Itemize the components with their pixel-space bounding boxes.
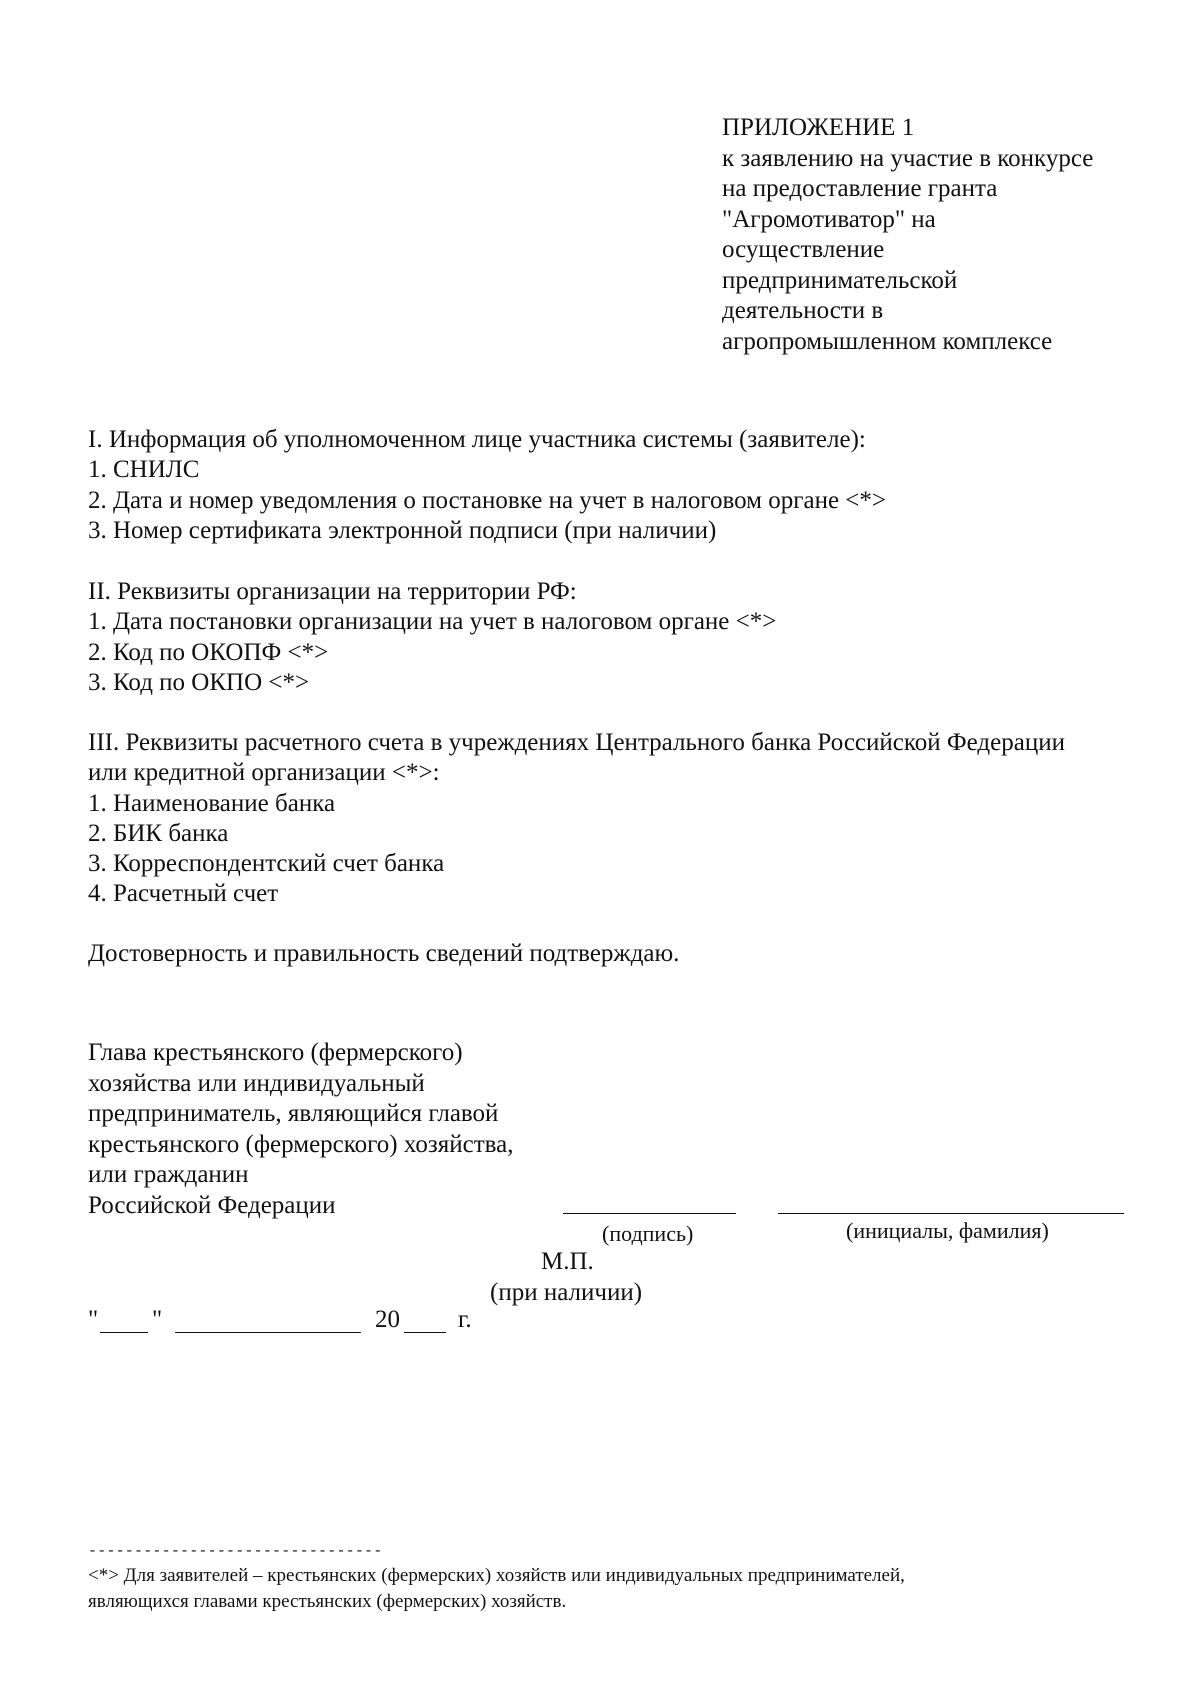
date-quote-close: ": [152, 1306, 163, 1333]
signature-line[interactable]: [563, 1213, 736, 1214]
section-3: [88, 728, 1065, 910]
date-year-prefix: 20: [375, 1306, 400, 1333]
confirmation-text: Достоверность и правильность сведений подтверждаю.: [88, 940, 680, 967]
name-line[interactable]: [778, 1213, 1124, 1214]
appendix-line: агропромышленном комплексе: [722, 327, 1053, 355]
appendix-line: к заявлению на участие в конкурсе: [722, 144, 1094, 172]
section-2-item: 3. Код по ОКПО <*>: [88, 668, 310, 696]
signer-line: предприниматель, являющийся главой: [88, 1100, 499, 1127]
footnote-separator: --------------------------------: [88, 1543, 383, 1560]
section-1-item: 1. СНИЛС: [88, 456, 200, 484]
section-3-item: 2. БИК банка: [88, 819, 229, 847]
footnote-line: являющихся главами крестьянских (фермерских) хозяйств.: [88, 1591, 567, 1612]
section-2-item: 2. Код по ОКОПФ <*>: [88, 638, 329, 666]
signer-block: [88, 1038, 514, 1221]
section-3-item: 4. Расчетный счет: [88, 880, 279, 908]
section-1-item: 3. Номер сертификата электронной подписи (при наличии): [88, 516, 717, 544]
date-month-line[interactable]: [175, 1332, 361, 1333]
signature-caption: (подпись): [602, 1221, 694, 1246]
section-1-item: 2. Дата и номер уведомления о постановке на учет в налоговом органе <*>: [88, 486, 886, 514]
section-2-heading: II. Реквизиты организации на территории РФ:: [88, 578, 577, 605]
date-year-suffix: г.: [458, 1306, 472, 1333]
section-2: [88, 577, 776, 698]
section-3-item: 3. Корреспондентский счет банка: [88, 850, 445, 878]
appendix-line: деятельности в: [722, 297, 884, 324]
footnote: [88, 1563, 905, 1615]
section-3-item: 1. Наименование банка: [88, 789, 336, 817]
section-3-heading: III. Реквизиты расчетного счета в учреждениях Центрального банка Российской Федерации: [88, 729, 1065, 756]
signer-line: Глава крестьянского (фермерского): [88, 1039, 463, 1066]
appendix-line: предпринимательской: [722, 266, 958, 294]
signer-line: хозяйства или индивидуальный: [88, 1069, 425, 1097]
stamp-note: (при наличии): [490, 1279, 643, 1306]
section-3-heading-cont: или кредитной организации <*>:: [88, 759, 440, 787]
appendix-line: на предоставление гранта: [722, 175, 998, 202]
date-day-line[interactable]: [100, 1332, 148, 1333]
footnote-line: <*> Для заявителей – крестьянских (фермерских) хозяйств или индивидуальных предпринимателей,: [88, 1565, 905, 1586]
signer-line: крестьянского (фермерского) хозяйства,: [88, 1130, 514, 1158]
appendix-line: "Агромотиватор" на: [722, 205, 936, 233]
appendix-header: [722, 113, 1093, 357]
section-1: [88, 425, 886, 546]
date-year-line[interactable]: [404, 1332, 446, 1333]
signer-line: или гражданин: [88, 1161, 249, 1188]
stamp-label: М.П.: [541, 1248, 594, 1275]
signer-line: Российской Федерации: [88, 1191, 336, 1219]
name-caption: (инициалы, фамилия): [846, 1218, 1049, 1243]
appendix-title: ПРИЛОЖЕНИЕ 1: [722, 114, 915, 141]
appendix-line: осуществление: [722, 236, 885, 263]
date-quote-open: ": [88, 1306, 99, 1333]
section-1-heading: I. Информация об уполномоченном лице участника системы (заявителе):: [88, 426, 866, 453]
section-2-item: 1. Дата постановки организации на учет в налоговом органе <*>: [88, 608, 777, 636]
